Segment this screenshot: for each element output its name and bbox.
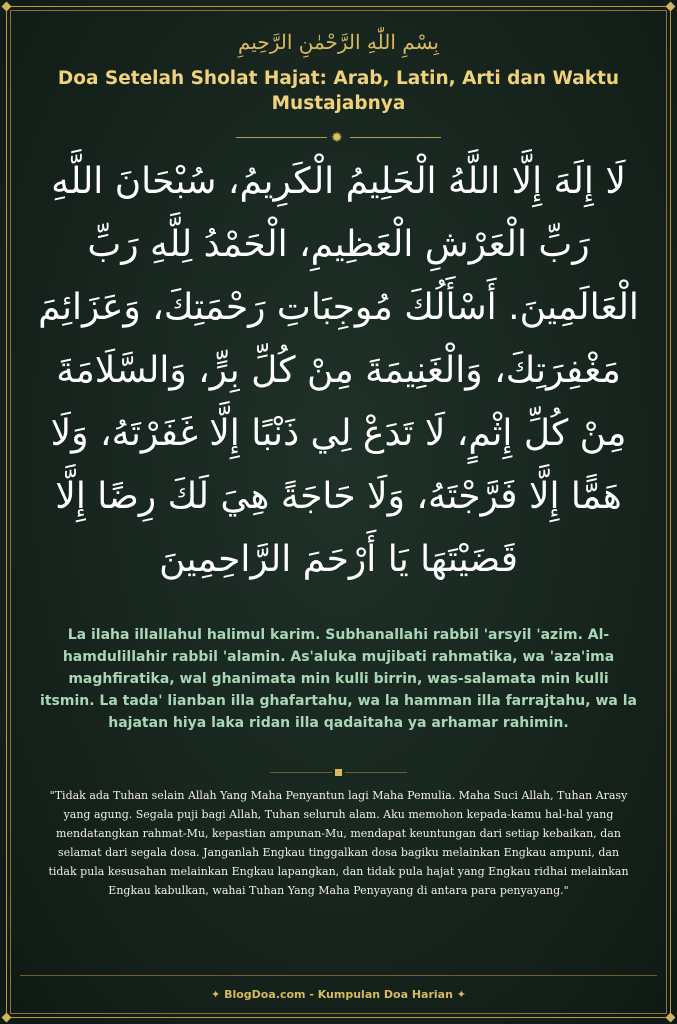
latin-transliteration: La ilaha illallahul halimul karim. Subhanallahi rabbil 'arsyil 'azim. Al-hamdulillahir rabbil 'alamin. As'aluka mujibati rahmatika, wa 'aza'ima maghfiratika, wal ghanimata min kulli birrin, was-salamata min kulli itsmin. La tada' lianban illa ghafartahu, wa la hamman illa farrajtahu, wa la hajatan hiya laka ridan illa qadaitaha ya arhamar rahimin. bbox=[40, 627, 637, 731]
divider-line-right bbox=[350, 137, 441, 138]
square-ornament-icon bbox=[335, 769, 342, 776]
divider-line-right bbox=[345, 772, 407, 773]
flower-ornament-icon: ✹ bbox=[331, 130, 343, 146]
arabic-prayer-text: لَا إِلَهَ إِلَّا اللَّهُ الْحَلِيمُ الْكَرِيمُ، سُبْحَانَ اللَّهِ رَبِّ الْعَرْشِ الْعَظِيمِ، الْحَمْدُ لِلَّهِ رَبِّ الْعَالَمِينَ. أَسْأَلُكَ مُوجِبَاتِ رَحْمَتِكَ، وَعَزَائِمَ مَغْفِرَتِكَ، وَالْغَنِيمَةَ مِنْ كُلِّ بِرٍّ، وَالسَّلَامَةَ مِنْ كُلِّ إِثْمٍ، لَا تَدَعْ لِي ذَنْبًا إِلَّا غَفَرْتَهُ، وَلَا هَمًّا إِلَّا فَرَّجْتَهُ، وَلَا حَاجَةً هِيَ لَكَ رِضًا إِلَّا قَضَيْتَهَا يَا أَرْحَمَ الرَّاحِمِينَ bbox=[38, 161, 639, 580]
footer-divider bbox=[20, 975, 657, 976]
page-title: Doa Setelah Sholat Hajat: Arab, Latin, Arti dan Waktu Mustajabnya bbox=[57, 68, 620, 114]
section-divider bbox=[0, 768, 677, 778]
title-divider bbox=[0, 130, 677, 146]
divider-line-left bbox=[236, 137, 327, 138]
corner-ornament-icon bbox=[666, 1013, 676, 1023]
bismillah-heading: بِسْمِ اللّٰهِ الرَّحْمٰنِ الرَّحِيمِ bbox=[237, 30, 439, 54]
indonesian-translation: "Tidak ada Tuhan selain Allah Yang Maha Penyantun lagi Maha Pemulia. Maha Suci Allah, Tuhan Arasy yang agung. Segala puji bagi Allah, Tuhan seluruh alam. Aku memohon kepada-kamu hal-hal yang mendatangkan rahmat-Mu, kepastian ampunan-Mu, mendapat keuntungan dari setiap kebaikan, dan selamat dari segala dosa. Janganlah Engkau tinggalkan dosa bagiku melainkan Engkau ampuni, dan tidak pula kesusahan melainkan Engkau lapangkan, dan tidak pula hajat yang Engkau ridhai melainkan Engkau kabulkan, wahai Tuhan Yang Maha Penyayang di antara para penyayang." bbox=[48, 789, 629, 897]
divider-line-left bbox=[270, 772, 332, 773]
footer-credit: ✦ BlogDoa.com - Kumpulan Doa Harian ✦ bbox=[211, 988, 466, 1001]
